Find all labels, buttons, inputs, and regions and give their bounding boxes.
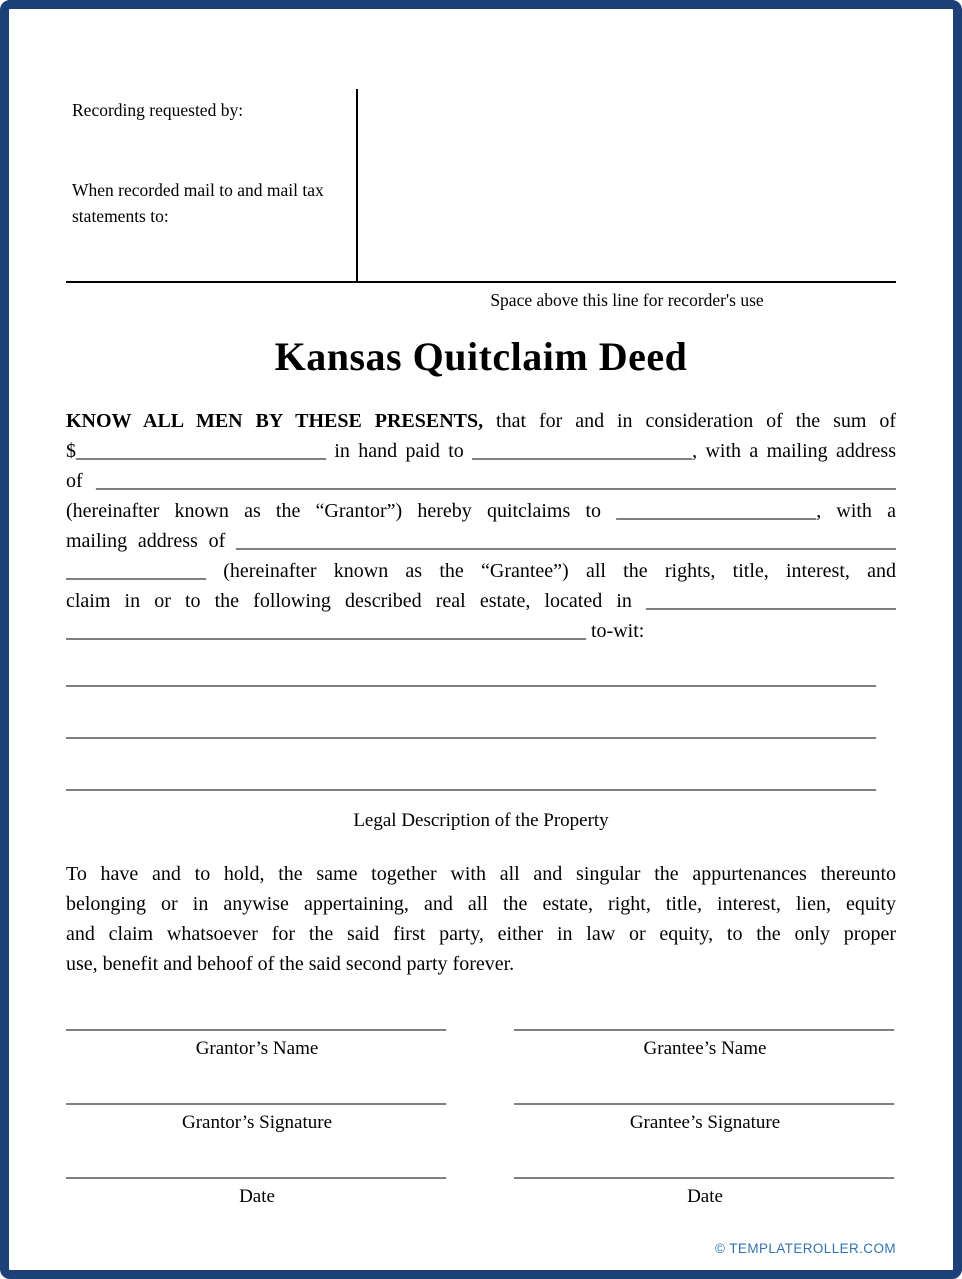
deed-line-3: of ________________________________________________________________________________ xyxy=(66,470,896,492)
habendum-line-1: To have and to hold, the same together with all and singular the appurtenances thereunto xyxy=(66,863,896,885)
grantor-date-label: Date xyxy=(239,1186,275,1207)
page-title: Kansas Quitclaim Deed xyxy=(274,334,688,379)
grantor-signature-label: Grantor’s Signature xyxy=(181,1112,333,1133)
grantor-signature-line: ______________________________________ xyxy=(66,1085,446,1107)
grantee-date-label: Date xyxy=(687,1186,723,1207)
templateroller-link[interactable]: © TEMPLATEROLLER.COM xyxy=(715,1241,896,1256)
grantor-date-row xyxy=(66,1157,448,1209)
legal-rule-line-1: _________________________________________________________________________________ xyxy=(66,667,876,689)
grantor-name-row xyxy=(66,1009,448,1061)
deed-line-2: $_________________________ in hand paid to ______________________, with a mailing address xyxy=(66,440,896,462)
habendum-paragraph xyxy=(66,859,896,979)
deed-line-1-rest: that for and in consideration of the sum of xyxy=(483,410,896,432)
recorder-right-cell xyxy=(358,89,896,281)
deed-line-5: mailing address of __________________________________________________________________ xyxy=(66,530,896,552)
grantor-name-line: ______________________________________ xyxy=(66,1011,446,1033)
mail-to-label xyxy=(72,177,350,229)
grantee-date-line: ______________________________________ xyxy=(514,1159,894,1181)
habendum-line-2: belonging or in anywise appertaining, and all the estate, right, title, interest, lien, equity xyxy=(66,893,896,915)
deed-line-6: ______________ (hereinafter known as the “Grantee”) all the rights, title, interest, and xyxy=(66,560,896,582)
grantee-signature-column xyxy=(514,1009,896,1231)
mail-to-label-line1: When recorded mail to and mail tax xyxy=(72,180,324,200)
habendum-line-4: use, benefit and behoof of the said second party forever. xyxy=(66,953,515,975)
grantee-name-label: Grantee’s Name xyxy=(643,1038,767,1059)
grantor-signature-row xyxy=(66,1083,448,1135)
recorder-rule xyxy=(66,281,896,283)
mail-to-label-line2: statements to: xyxy=(72,206,169,226)
legal-description-caption: Legal Description of the Property xyxy=(353,810,609,831)
recorder-left-cell xyxy=(66,89,356,281)
deed-line-8: ____________________________________________________ to-wit: xyxy=(66,620,645,642)
recorder-header xyxy=(66,89,896,281)
grantor-date-line: ______________________________________ xyxy=(66,1159,446,1181)
deed-lead-bold: KNOW ALL MEN BY THESE PRESENTS, xyxy=(66,410,484,432)
legal-rule-line-2: _________________________________________________________________________________ xyxy=(66,719,876,741)
grantee-signature-label: Grantee’s Signature xyxy=(629,1112,781,1133)
space-note: Space above this line for recorder's use xyxy=(490,290,764,310)
grantee-signature-line: ______________________________________ xyxy=(514,1085,894,1107)
grantor-signature-column xyxy=(66,1009,448,1231)
grantor-name-label: Grantor’s Name xyxy=(195,1038,319,1059)
legal-rule-line-3: _________________________________________________________________________________ xyxy=(66,771,876,793)
deed-line-7: claim in or to the following described real estate, located in _________________________ xyxy=(66,590,896,612)
grantee-signature-row xyxy=(514,1083,896,1135)
legal-description-section xyxy=(66,652,896,833)
habendum-line-3: and claim whatsoever for the said first party, either in law or equity, to the only proper xyxy=(66,923,896,945)
deed-line-1 xyxy=(66,406,896,436)
deed-paragraph xyxy=(66,406,896,646)
grantee-name-line: ______________________________________ xyxy=(514,1011,894,1033)
signature-section xyxy=(66,1009,896,1231)
grantee-date-row xyxy=(514,1157,896,1209)
footer-copyright xyxy=(715,1241,896,1256)
recording-requested-label: Recording requested by: xyxy=(72,100,244,120)
grantee-name-row xyxy=(514,1009,896,1061)
deed-line-4: (hereinafter known as the “Grantor”) hereby quitclaims to ____________________, with a xyxy=(66,500,896,522)
